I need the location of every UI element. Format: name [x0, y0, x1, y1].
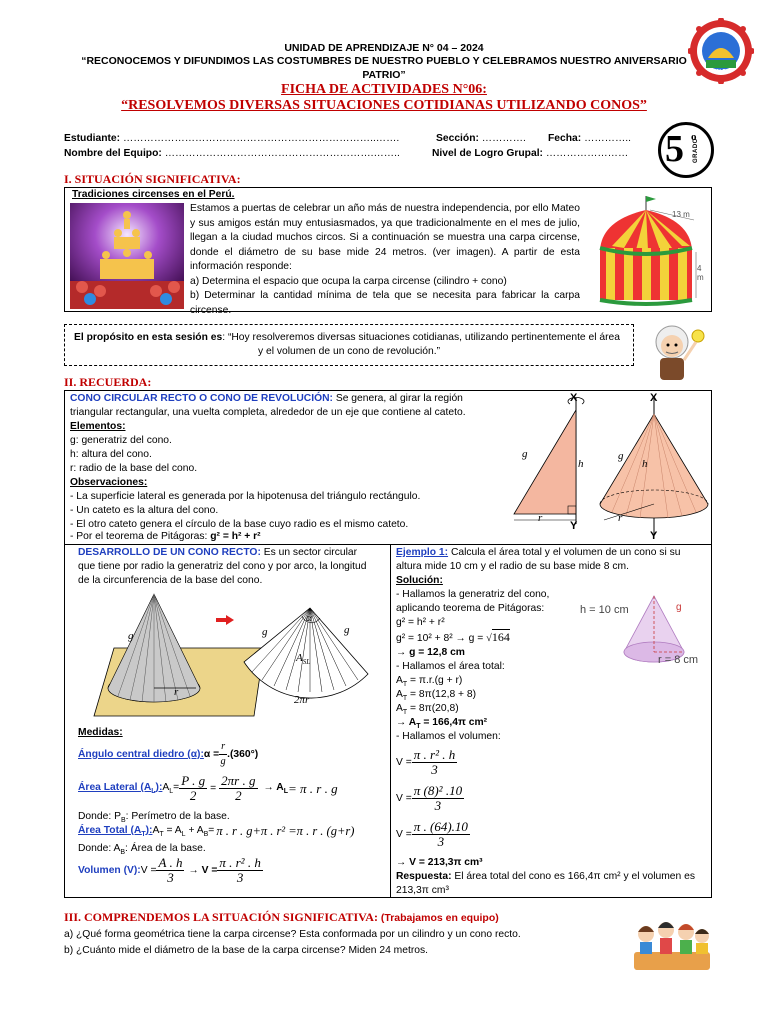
observations-title: Observaciones: — [70, 477, 148, 488]
cone-r-label: r — [618, 512, 623, 524]
example-text-2: altura mide 10 cm y el radio de su base mide 8 cm. — [396, 561, 629, 572]
team-field[interactable]: …………………………………………………….…….. — [164, 148, 400, 159]
section3-question-a: a) ¿Qué forma geométrica tiene la carpa circense? Esta conformada por un cilindro y un cono recto. — [64, 929, 521, 940]
sector-g-label-right: g — [344, 624, 350, 636]
v2-fraction — [412, 784, 464, 813]
purpose-line-1 — [74, 331, 620, 346]
v1-fraction — [412, 748, 457, 777]
total-eq-a: A — [152, 824, 160, 836]
s7-tail: = π.r.(g + r) — [407, 675, 463, 686]
pb-note-tail: : Perímetro de la base. — [125, 811, 230, 822]
situation-paragraph: Estamos a puertas de celebrar un año más de nuestra independencia, por ello Mateo y sus amigos están muy entusiasmados, ya que tradicionalmente en el mes de julio, llegan a la ciudad muchos circos. Si a continuación se muestra una carpa circense, donde el diámetro de su base mide 24 metros. (ver imagen). A partir de esta información responde: — [190, 203, 580, 273]
lateral-fraction-1 — [179, 774, 207, 803]
volume-label: Volumen (V): — [78, 865, 141, 876]
total-eq-sub3: B — [203, 831, 209, 839]
sector-alpha-label: α — [306, 612, 312, 624]
lateral-fraction-2 — [219, 774, 257, 803]
lateral-f2-num: 2πr . g — [221, 773, 256, 788]
example-line-1 — [396, 546, 680, 561]
students-illustration — [630, 912, 714, 974]
sqrt-radicand: 164 — [491, 630, 510, 644]
lateral-eq1-sub: L — [169, 788, 174, 796]
elements-title: Elementos: — [70, 421, 126, 432]
pb-note: Donde: P — [78, 811, 121, 822]
development-title: DESARROLLO DE UN CONO RECTO: — [78, 547, 261, 558]
axis-y-label-1: Y — [570, 520, 578, 532]
ab-note: Donde: A — [78, 843, 121, 854]
answer-text-1: El área total del cono es 166,4π cm² y el volumen es — [451, 871, 696, 882]
lateral-equals: = — [210, 783, 217, 794]
lateral-label-text: Área Lateral (A — [78, 781, 152, 793]
total-label-sub: T — [141, 831, 146, 839]
s9-tail: = 8π(20,8) — [407, 703, 459, 714]
worksheet-title: FICHA DE ACTIVIDADES N°06: — [281, 82, 487, 97]
lateral-result-arrow: → A — [263, 781, 284, 793]
tent-height-label: 4 m — [697, 264, 704, 282]
v2-den: 3 — [434, 798, 442, 813]
cone-def-text-1: Se genera, al girar la región — [332, 393, 463, 404]
answer-line-1 — [396, 870, 695, 885]
measures-title: Medidas: — [78, 727, 123, 738]
cone-definition-1 — [70, 392, 463, 407]
observation-1: - La superficie lateral es generada por la hipotenusa del triángulo rectángulo. — [70, 491, 421, 502]
lateral-f2-den: 2 — [235, 788, 242, 803]
tent-slant-label: 13 m — [672, 210, 690, 219]
date-line — [548, 132, 631, 147]
unit-title: UNIDAD DE APRENDIZAJE N° 04 – 2024 — [284, 42, 484, 54]
worksheet-subtitle: “RESOLVEMOS DIVERSAS SITUACIONES COTIDIANAS UTILIZANDO CONOS” — [121, 98, 647, 113]
development-text-2: que tiene por radio la generatriz del cono y por arco, la longitud — [78, 561, 367, 572]
lateral-label-close: ): — [155, 781, 163, 793]
total-eq-sub: T — [159, 831, 164, 839]
element-g: g: generatriz del cono. — [70, 435, 172, 446]
example-r-label: r = 8 cm — [658, 654, 699, 666]
student-field[interactable]: ………………………………………………………………..……. — [122, 133, 400, 144]
solution-step-6: - Hallamos el área total: — [396, 661, 505, 672]
volume-f2-den: 3 — [236, 870, 244, 885]
sector-arc-label: 2πr — [294, 694, 310, 706]
angle-formula — [78, 740, 258, 769]
total-label-close: ): — [145, 824, 153, 836]
solution-step-4 — [396, 630, 510, 647]
cone-revolution-figure — [500, 392, 710, 542]
red-arrow-icon — [216, 612, 234, 622]
sector-asl-label — [296, 652, 310, 666]
v2-lhs: V = — [396, 793, 412, 804]
section1-heading: I. SITUACIÓN SIGNIFICATIVA: — [64, 172, 241, 186]
plane-cone-g-label: g — [128, 630, 134, 642]
s9-sub: T — [402, 709, 408, 717]
s9-a: A — [396, 703, 403, 714]
logo-caption: PALPA — [712, 69, 730, 75]
volume-arrow: → V = — [188, 865, 218, 876]
v3-fraction — [412, 820, 470, 849]
angle-label: Ángulo central diedro (α): — [78, 749, 204, 760]
section-line — [436, 132, 526, 147]
lateral-result-sub: L — [283, 788, 288, 796]
lateral-area-formula — [78, 774, 338, 803]
total-eq-tail2: + A — [185, 824, 204, 836]
s10-a: → A — [396, 717, 417, 728]
lateral-f1-den: 2 — [189, 788, 197, 803]
total-eq — [152, 825, 214, 838]
sector-asl-sub: SL — [302, 658, 311, 667]
section3-heading-tail: (Trabajamos en equipo) — [377, 912, 499, 924]
v3-den: 3 — [437, 834, 445, 849]
pb-note-sub: B — [120, 817, 126, 825]
example-text-1: Calcula el área total y el volumen de un cono si su — [448, 547, 681, 558]
situation-question-a: a) Determina el espacio que ocupa la carpa circense (cilindro + cono) — [190, 276, 507, 287]
student-label: Estudiante: — [64, 133, 121, 144]
volume-step-1 — [396, 748, 457, 777]
section-field[interactable]: …………. — [481, 133, 526, 144]
section3-question-b: b) ¿Cuánto mide el diámetro de la base de la carpa circense? Miden 24 metros. — [64, 945, 429, 956]
total-eq-tail: = A — [163, 824, 182, 836]
purpose-text-1: : “Hoy resolveremos diversas situaciones cotidianas, utilizando pertinentemente el área — [222, 332, 620, 343]
observation-4-text: - Por el teorema de Pitágoras: — [70, 531, 211, 542]
example-cone-figure — [580, 590, 708, 680]
plane-cone-r-label: r — [174, 686, 179, 698]
s8-sub: T — [402, 695, 408, 703]
lateral-eq1-tail: = — [173, 781, 180, 793]
situation-question-b: b) Determinar la cantidad mínima de tela que se necesita para fabricar la carpa circense. — [190, 290, 580, 316]
v3-lhs: V = — [396, 829, 412, 840]
observation-4 — [70, 530, 261, 545]
s10-sub: T — [416, 723, 421, 731]
volume-f1-den: 3 — [167, 870, 174, 885]
team-label: Nombre del Equipo: — [64, 148, 162, 159]
answer-label: Respuesta: — [396, 871, 452, 882]
total-eq-tail3: = — [208, 824, 215, 836]
cone-g-label: g — [618, 450, 624, 462]
triangle-r-label: r — [538, 512, 543, 524]
situation-subtitle: Tradiciones circenses en el Perú. — [72, 189, 235, 200]
cone-h-label: h — [642, 458, 648, 470]
circus-tent-figure — [590, 190, 710, 310]
lateral-f1-num: P . g — [181, 773, 206, 788]
element-h: h: altura del cono. — [70, 449, 152, 460]
solution-step-2: aplicando teorema de Pitágoras: — [396, 603, 545, 614]
level-line — [432, 147, 628, 162]
date-label: Fecha: — [548, 133, 582, 144]
grade-word: GRADO — [693, 138, 699, 163]
team-line — [64, 147, 400, 162]
volume-step-3 — [396, 820, 470, 849]
scientist-illustration — [642, 320, 712, 382]
cone-sector-figure — [238, 600, 378, 710]
triangle-g-label: g — [522, 448, 528, 460]
lateral-eq1-a: A — [162, 781, 170, 793]
lateral-eq1 — [162, 782, 179, 795]
ugel-logo — [688, 18, 754, 84]
section-label: Sección: — [436, 133, 479, 144]
ab-note-tail: : Área de la base. — [125, 843, 206, 854]
s7-sub: T — [402, 681, 408, 689]
slogan-line-2: PATRIO” — [362, 69, 406, 81]
angle-lhs: α = — [203, 749, 220, 760]
example-g-label: g — [676, 602, 682, 613]
s7-a: A — [396, 675, 403, 686]
v3-num: π . (64).10 — [413, 819, 468, 834]
observation-3: - El otro cateto genera el círculo de la base cuyo radio es el mismo cateto. — [70, 519, 409, 530]
cone-def-text-2: triangular rectangular, una vuelta completa, alrededor de un eje que contiene al cateto. — [70, 407, 466, 418]
volume-lhs: V = — [140, 865, 157, 876]
solution-step-1: - Hallamos la generatriz del cono, — [396, 589, 550, 600]
s8-a: A — [396, 689, 403, 700]
v1-den: 3 — [431, 762, 438, 777]
v1-num: π . r² . h — [413, 747, 456, 762]
section3-heading-line — [64, 910, 499, 925]
recall-divider-v — [390, 544, 391, 898]
solution-step-3: g² = h² + r² — [396, 617, 445, 628]
section2-heading: II. RECUERDA: — [64, 375, 152, 389]
axis-x-label-1: X — [570, 392, 578, 404]
element-r: r: radio de la base del cono. — [70, 463, 198, 474]
example-title: Ejemplo 1: — [396, 547, 449, 558]
total-eq-sub2: L — [181, 831, 186, 839]
sqrt-symbol: √ — [486, 633, 492, 644]
circus-photo — [70, 203, 184, 309]
volume-fraction-2 — [217, 856, 262, 885]
date-field[interactable]: ………….. — [584, 133, 631, 144]
angle-rhs: .(360°) — [227, 749, 259, 760]
solution-step-5: → g = 12,8 cm — [396, 647, 465, 658]
slogan-line-1: “RECONOCEMOS Y DIFUNDIMOS LAS COSTUMBRES DE NUESTRO PUEBLO Y CELEBRAMOS NUESTRO ANIVERSARIO — [81, 55, 687, 67]
development-text-1: Es un sector circular — [260, 547, 358, 558]
volume-result: → V = 213,3π cm³ — [396, 857, 483, 868]
lateral-result-tail: = π . r . g — [288, 780, 338, 796]
solution-step-11: - Hallamos el volumen: — [396, 731, 501, 742]
s10-tail: = 166,4π cm² — [420, 717, 488, 728]
grade-sup: o — [691, 131, 697, 143]
level-label: Nivel de Logro Grupal: — [432, 148, 543, 159]
volume-f2-num: π . r² . h — [219, 855, 261, 870]
angle-fraction — [219, 740, 227, 769]
ab-note-sub: B — [120, 849, 126, 857]
section3-heading: III. COMPRENDEMOS LA SITUACIÓN SIGNIFICATIVA: — [64, 910, 378, 924]
sector-g-label-left: g — [262, 626, 268, 638]
volume-formula — [78, 856, 263, 885]
total-formula: π . r . g+π . r² =π . r . (g+r) — [216, 824, 355, 838]
angle-den: g — [220, 756, 226, 767]
example-h-label: h = 10 cm — [580, 604, 629, 616]
pythagoras-formula: g² = h² + r² — [210, 531, 261, 542]
level-field[interactable]: …………………… — [545, 148, 629, 159]
total-label — [78, 825, 152, 838]
angle-num: r — [219, 740, 227, 755]
volume-f1-num: A . h — [158, 855, 183, 870]
lateral-label-sub: L — [151, 788, 156, 796]
lateral-result — [264, 782, 289, 795]
grade-badge — [658, 122, 714, 178]
triangle-h-label: h — [578, 458, 584, 470]
total-area-formula — [78, 824, 354, 839]
volume-fraction-1 — [156, 856, 184, 885]
v1-lhs: V = — [396, 757, 412, 768]
axis-y-label-2: Y — [650, 530, 658, 542]
sector-asl-letter: A — [296, 652, 303, 664]
development-line-1 — [78, 546, 357, 561]
solution-title: Solución: — [396, 575, 443, 586]
cone-title: CONO CIRCULAR RECTO O CONO DE REVOLUCIÓN: — [70, 393, 333, 404]
solution-step-4-text: g² = 10² + 8² → g = — [396, 633, 487, 644]
purpose-label: El propósito en esta sesión es — [74, 332, 223, 343]
student-line — [64, 132, 399, 147]
grade-number: 5 — [665, 128, 684, 170]
purpose-text-2: y el volumen de un cono de revolución.” — [257, 346, 441, 357]
axis-x-label-2: X — [650, 392, 658, 404]
lateral-label — [78, 782, 162, 795]
development-text-3: de la circunferencia de la base del cono. — [78, 575, 263, 586]
v2-num: π (8)² .10 — [413, 783, 463, 798]
s8-tail: = 8π(12,8 + 8) — [407, 689, 477, 700]
volume-step-2 — [396, 784, 464, 813]
answer-text-2: 213,3π cm³ — [396, 885, 449, 896]
total-label-text: Área Total (A — [78, 824, 142, 836]
observation-2: - Un cateto es la altura del cono. — [70, 505, 219, 516]
